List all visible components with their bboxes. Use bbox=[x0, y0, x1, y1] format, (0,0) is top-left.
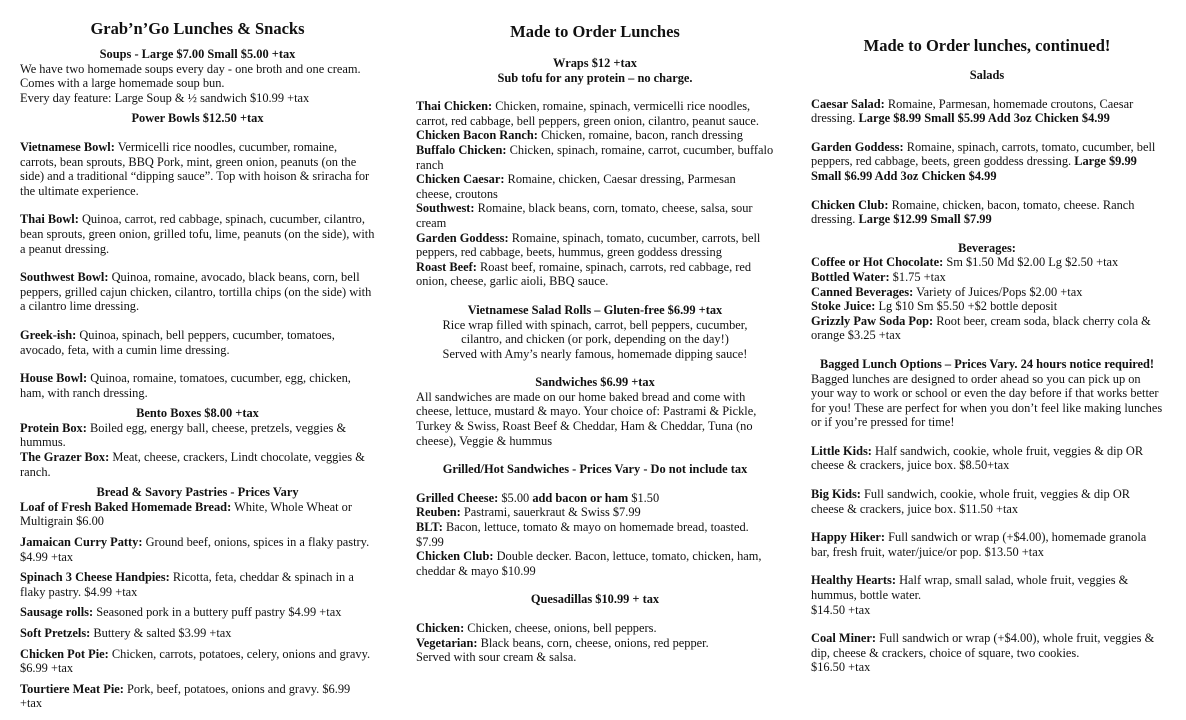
wraps-heading: Wraps $12 +tax bbox=[553, 56, 637, 70]
item-name: Sausage rolls: bbox=[20, 605, 94, 620]
item-description: Quinoa, romaine, tomatoes, cucumber, egg, chicken, ham, with ranch dressing. bbox=[20, 371, 351, 400]
menu-item bbox=[811, 270, 1163, 285]
soups-heading: Soups - Large $7.00 Small $5.00 +tax bbox=[99, 47, 296, 61]
item-name: Soft Pretzels: bbox=[20, 626, 91, 640]
menu-item bbox=[811, 140, 1163, 184]
item-name: Canned Beverages: bbox=[811, 284, 914, 299]
item-description: Roast beef, romaine, spinach, carrots, red cabbage, red onion, cheese, garlic aioli, BBQ sauce. bbox=[416, 259, 752, 289]
item-description: Ricotta, feta, cheddar & spinach in a flaky pastry. $4.99 +tax bbox=[20, 570, 354, 599]
column-continued bbox=[811, 0, 1163, 720]
grilled-heading: Grilled/Hot Sandwiches - Prices Vary - Do not include tax bbox=[442, 462, 748, 477]
item-description: Boiled egg, energy ball, cheese, pretzels, veggies & hummus. bbox=[20, 420, 347, 450]
menu-item bbox=[416, 231, 774, 260]
item-name: House Bowl: bbox=[20, 371, 88, 386]
item-name: Loaf of Fresh Baked Homemade Bread: bbox=[20, 499, 232, 514]
item-name: The Grazer Box: bbox=[20, 450, 110, 465]
item-description: Ground beef, onions, spices in a flaky pastry. $4.99 +tax bbox=[20, 535, 370, 564]
column-grab-n-go bbox=[20, 0, 375, 720]
salad-rolls-heading: Vietnamese Salad Rolls – Gluten-free $6.99 +tax bbox=[467, 302, 723, 317]
item-name: Stoke Juice: bbox=[811, 299, 876, 314]
item-description: Romaine, chicken, Caesar dressing, Parmesan cheese, croutons bbox=[416, 172, 736, 201]
beverages-heading: Beverages: bbox=[958, 240, 1016, 255]
item-name: Grizzly Paw Soda Pop: bbox=[811, 313, 934, 328]
menu-item bbox=[811, 444, 1163, 473]
continued-title: Made to Order lunches, continued! bbox=[863, 36, 1111, 55]
item-description: Romaine, spinach, tomato, cucumber, carrots, bell peppers, red cabbage, beets, hummus, green goddess dressing bbox=[416, 230, 761, 260]
bento-heading: Bento Boxes $8.00 +tax bbox=[136, 406, 259, 421]
menu-item bbox=[20, 570, 375, 599]
item-description: Romaine, Parmesan, homemade croutons, Caesar dressing. bbox=[811, 96, 1134, 126]
item-description: Sm $1.50 Md $2.00 Lg $2.50 +tax bbox=[943, 255, 1119, 270]
item-description: Double decker. Bacon, lettuce, tomato, chicken, ham, cheddar & mayo $10.99 bbox=[416, 549, 762, 578]
item-name: Roast Beef: bbox=[416, 259, 477, 274]
item-price: $14.50 +tax bbox=[811, 602, 871, 617]
item-name: Vegetarian: bbox=[416, 635, 478, 650]
item-description: Seasoned pork in a buttery puff pastry $4.99 +tax bbox=[93, 605, 342, 620]
item-name: Chicken Club: bbox=[811, 197, 889, 212]
item-name: Southwest: bbox=[416, 201, 475, 216]
menu-item bbox=[416, 636, 774, 651]
item-name: Thai Bowl: bbox=[20, 212, 79, 227]
item-description: Meat, cheese, crackers, Lindt chocolate, veggies & ranch. bbox=[20, 450, 365, 479]
item-name: Tourtiere Meat Pie: bbox=[20, 681, 124, 696]
menu-item bbox=[20, 682, 375, 711]
item-name: Southwest Bowl: bbox=[20, 270, 109, 285]
item-name: Happy Hiker: bbox=[811, 530, 886, 545]
quesadillas-heading: Quesadillas $10.99 + tax bbox=[530, 592, 660, 607]
menu-item bbox=[811, 299, 1163, 314]
menu-item bbox=[20, 371, 375, 400]
item-description: Quinoa, carrot, red cabbage, spinach, cucumber, cilantro, bean sprouts, green onion, grilled tofu, lime, peanuts (on the side), with a peanut dressing. bbox=[20, 212, 375, 256]
menu-item bbox=[811, 530, 1163, 559]
item-name: Coal Miner: bbox=[811, 631, 877, 646]
item-name: Chicken: bbox=[416, 621, 465, 635]
item-addon-price: $1.50 bbox=[628, 490, 660, 505]
soups-description: We have two homemade soups every day - one broth and one cream. Comes with a large homemade soup bun. bbox=[20, 61, 361, 91]
menu-item bbox=[811, 631, 1163, 660]
salad-rolls-line: Rice wrap filled with spinach, carrot, bell peppers, cucumber, bbox=[442, 317, 748, 332]
made-to-order-title: Made to Order Lunches bbox=[510, 22, 680, 41]
salad-rolls-line: cilantro, and chicken (or pork, depending on the day!) bbox=[461, 332, 729, 347]
item-name: Vietnamese Bowl: bbox=[20, 139, 115, 154]
item-name: Caesar Salad: bbox=[811, 96, 885, 111]
item-name: Jamaican Curry Patty: bbox=[20, 535, 143, 550]
item-description: Pork, beef, potatoes, onions and gravy. $6.99 +tax bbox=[20, 681, 351, 711]
menu-item bbox=[20, 500, 375, 529]
menu-item bbox=[20, 270, 375, 314]
sandwiches-heading: Sandwiches $6.99 +tax bbox=[535, 375, 655, 390]
menu-item bbox=[416, 520, 774, 549]
item-description: Variety of Juices/Pops $2.00 +tax bbox=[913, 284, 1083, 299]
item-name: Grilled Cheese: bbox=[416, 490, 499, 505]
item-description: Pastrami, sauerkraut & Swiss $7.99 bbox=[460, 505, 641, 520]
item-price: $16.50 +tax bbox=[811, 660, 871, 675]
item-description: Root beer, cream soda, black cherry cola & orange $3.25 +tax bbox=[811, 313, 1151, 343]
item-description: Buttery & salted $3.99 +tax bbox=[90, 626, 232, 640]
item-description: Romaine, chicken, bacon, tomato, cheese. Ranch dressing. bbox=[811, 197, 1135, 227]
item-name: Garden Goddess: bbox=[811, 139, 904, 154]
item-name: Chicken Bacon Ranch: bbox=[416, 128, 538, 143]
item-name: Reuben: bbox=[416, 505, 461, 520]
menu-item bbox=[416, 549, 774, 578]
item-name: Chicken Caesar: bbox=[416, 172, 505, 187]
menu-item bbox=[811, 198, 1163, 227]
salad-rolls-line: Served with Amy’s nearly famous, homemade dipping sauce! bbox=[442, 346, 748, 361]
menu-item bbox=[20, 421, 375, 450]
item-name: Garden Goddess: bbox=[416, 230, 509, 245]
menu-item bbox=[416, 491, 774, 506]
menu-item bbox=[416, 505, 774, 520]
item-name: Greek-ish: bbox=[20, 327, 77, 342]
menu-item bbox=[416, 172, 774, 201]
menu-item bbox=[811, 573, 1163, 602]
menu-item bbox=[20, 450, 375, 479]
menu-item bbox=[811, 97, 1163, 126]
item-description: Romaine, black beans, corn, tomato, cheese, salsa, sour cream bbox=[416, 201, 753, 230]
bagged-lunch-description: Bagged lunches are designed to order ahead so you can pick up on your way to work or school or even the day before if that works better for you! These are perfect for when you don’t feel like making lunches or if you’re pressed for time! bbox=[811, 371, 1163, 430]
menu-item bbox=[811, 255, 1163, 270]
menu-item bbox=[416, 128, 774, 143]
item-description: Lg $10 Sm $5.50 +$2 bottle deposit bbox=[875, 299, 1058, 314]
sandwiches-description: All sandwiches are made on our home baked bread and come with cheese, lettuce, mustard & mayo. Your choice of: Pastrami & Pickle, Turkey & Swiss, Roast Beef & Cheddar, Ham & Cheddar, Tuna (no cheese), Veggie & hummus bbox=[416, 389, 757, 448]
item-description: Black beans, corn, cheese, onions, red pepper. bbox=[477, 635, 709, 650]
bread-heading: Bread & Savory Pastries - Prices Vary bbox=[96, 485, 299, 500]
item-name: Buffalo Chicken: bbox=[416, 142, 507, 157]
item-description: Chicken, carrots, potatoes, celery, onions and gravy. $6.99 +tax bbox=[20, 646, 371, 676]
item-name: Chicken Club: bbox=[416, 549, 494, 564]
item-price: Large $12.99 Small $7.99 bbox=[858, 212, 992, 227]
menu-item bbox=[20, 626, 375, 641]
menu-item bbox=[811, 314, 1163, 343]
item-price: Large $8.99 Small $5.99 Add 3oz Chicken $4.99 bbox=[858, 111, 1110, 126]
item-description: Chicken, romaine, spinach, vermicelli rice noodles, carrot, red cabbage, bell peppers, green onion, cilantro, peanut sauce. bbox=[416, 99, 759, 128]
item-name: Bottled Water: bbox=[811, 269, 890, 284]
quesadillas-served-note: Served with sour cream & salsa. bbox=[416, 650, 577, 665]
column-made-to-order bbox=[416, 0, 774, 720]
menu-item bbox=[20, 328, 375, 357]
item-description: Full sandwich or wrap (+$4.00), whole fruit, veggies & dip, cheese & crackers, choice of square, two cookies. bbox=[811, 631, 1155, 660]
soups-feature: Every day feature: Large Soup & ½ sandwich $10.99 +tax bbox=[20, 90, 310, 105]
menu-item bbox=[20, 212, 375, 256]
item-name: Healthy Hearts: bbox=[811, 573, 896, 588]
item-price: $5.00 bbox=[498, 490, 533, 505]
item-addon: add bacon or ham bbox=[532, 490, 629, 505]
item-name: Protein Box: bbox=[20, 420, 87, 435]
wraps-subheading: Sub tofu for any protein – no charge. bbox=[497, 70, 693, 85]
menu-item bbox=[20, 605, 375, 620]
item-description: Romaine, spinach, carrots, tomato, cucumber, bell peppers, red cabbage, beets, green goddess dressing. bbox=[811, 139, 1156, 169]
menu-item bbox=[416, 621, 774, 636]
item-name: Chicken Pot Pie: bbox=[20, 646, 109, 661]
item-name: Coffee or Hot Chocolate: bbox=[811, 255, 944, 270]
item-description: Quinoa, romaine, avocado, black beans, corn, bell peppers, grilled cajun chicken, cilantro, tortilla chips (on the side) with a cilantro lime dressing. bbox=[20, 270, 372, 314]
menu-item bbox=[811, 487, 1163, 516]
item-description: Full sandwich or wrap (+$4.00), homemade granola bar, fresh fruit, water/juice/or pop. $13.50 +tax bbox=[811, 530, 1147, 559]
item-description: Chicken, spinach, romaine, carrot, cucumber, buffalo ranch bbox=[416, 142, 774, 172]
menu-item bbox=[416, 260, 774, 289]
item-description: Chicken, romaine, bacon, ranch dressing bbox=[537, 128, 743, 143]
item-description: Chicken, cheese, onions, bell peppers. bbox=[464, 621, 657, 635]
power-bowls-heading: Power Bowls $12.50 +tax bbox=[131, 111, 264, 126]
item-name: Thai Chicken: bbox=[416, 99, 493, 114]
item-description: Quinoa, spinach, bell peppers, cucumber, tomatoes, avocado, feta, with a cumin lime dressing. bbox=[20, 327, 335, 357]
bagged-lunch-heading: Bagged Lunch Options – Prices Vary. 24 hours notice required! bbox=[819, 356, 1155, 371]
item-description: White, Whole Wheat or Multigrain $6.00 bbox=[20, 499, 352, 529]
item-name: Little Kids: bbox=[811, 443, 872, 458]
item-description: Half sandwich, cookie, whole fruit, veggies & dip OR cheese & crackers, juice box. $8.50+tax bbox=[811, 443, 1144, 473]
menu-item bbox=[20, 535, 375, 564]
item-description: $1.75 +tax bbox=[889, 269, 946, 284]
menu-item bbox=[20, 647, 375, 676]
grab-n-go-title: Grab’n’Go Lunches & Snacks bbox=[90, 19, 305, 38]
item-description: Half wrap, small salad, whole fruit, veggies & hummus, bottle water. bbox=[811, 573, 1129, 603]
item-description: Vermicelli rice noodles, cucumber, romaine, carrots, bean sprouts, BBQ Pork, mint, green onion, peanuts (on the side) and a traditional “dipping sauce”. Top with hoison & sriracha for the ultimate experience. bbox=[20, 139, 370, 198]
menu-item bbox=[416, 201, 774, 230]
item-name: Spinach 3 Cheese Handpies: bbox=[20, 570, 170, 585]
salads-heading: Salads bbox=[969, 68, 1005, 82]
item-name: BLT: bbox=[416, 520, 443, 535]
item-name: Big Kids: bbox=[811, 487, 861, 502]
menu-item bbox=[811, 285, 1163, 300]
item-price: Large $9.99 Small $6.99 Add 3oz Chicken $4.99 bbox=[811, 154, 1137, 183]
menu-item bbox=[416, 99, 774, 128]
item-description: Bacon, lettuce, tomato & mayo on homemade bread, toasted. $7.99 bbox=[416, 520, 749, 549]
item-description: Full sandwich, cookie, whole fruit, veggies & dip OR cheese & crackers, juice box. $11.50 +tax bbox=[811, 487, 1131, 516]
menu-item bbox=[416, 143, 774, 172]
menu-item bbox=[20, 140, 375, 198]
